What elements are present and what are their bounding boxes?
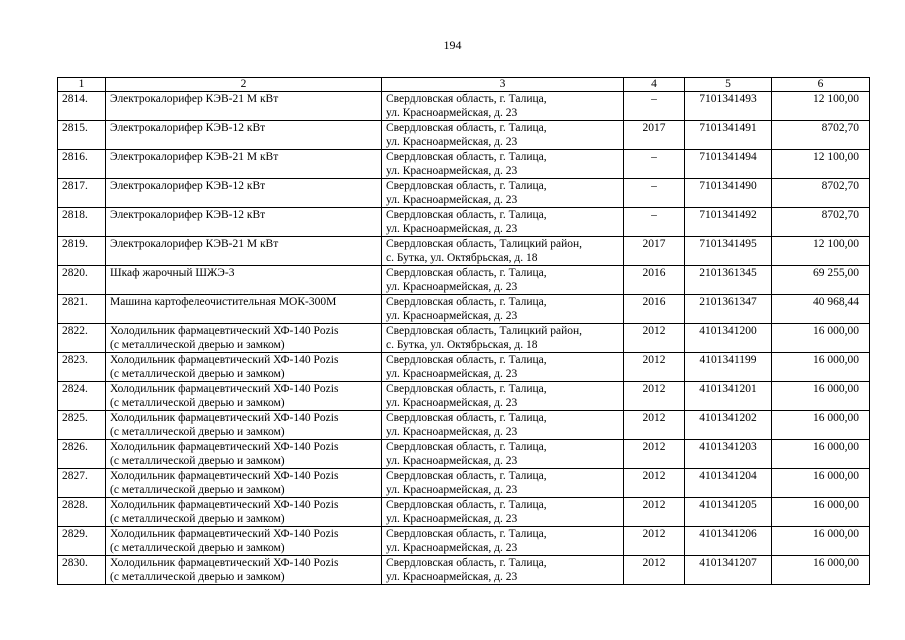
address-cell — [382, 266, 624, 295]
inventory-code-cell: 4101341206 — [685, 527, 772, 556]
item-name-cell — [106, 208, 382, 237]
table-row — [58, 92, 870, 121]
value-cell: 16 000,00 — [772, 469, 870, 498]
year-cell: – — [624, 150, 685, 179]
address-cell — [382, 295, 624, 324]
address-cell — [382, 527, 624, 556]
item-name-cell — [106, 150, 382, 179]
table-row — [58, 295, 870, 324]
item-name-cell-line: Электрокалорифер КЭВ-21 М кВт — [110, 151, 279, 163]
year-cell: 2012 — [624, 527, 685, 556]
item-name-cell-line: Холодильник фармацевтический ХФ-140 Pozis — [110, 499, 339, 511]
item-name-cell — [106, 266, 382, 295]
value-cell: 16 000,00 — [772, 498, 870, 527]
table-row — [58, 411, 870, 440]
address-cell-line: Свердловская область, г. Талица, — [386, 296, 547, 308]
item-name-cell — [106, 556, 382, 585]
value-cell: 8702,70 — [772, 121, 870, 150]
row-number-cell: 2826. — [58, 440, 106, 469]
item-name-cell-line: (с металлической дверью и замком) — [110, 426, 285, 438]
inventory-code-cell: 4101341204 — [685, 469, 772, 498]
inventory-code-cell: 7101341491 — [685, 121, 772, 150]
value-cell: 8702,70 — [772, 208, 870, 237]
inventory-code-cell: 4101341203 — [685, 440, 772, 469]
year-cell: 2012 — [624, 469, 685, 498]
address-cell — [382, 411, 624, 440]
year-cell: 2016 — [624, 295, 685, 324]
column-header-6: 6 — [772, 78, 870, 92]
table-row — [58, 440, 870, 469]
inventory-code-cell: 4101341207 — [685, 556, 772, 585]
item-name-cell-line: Холодильник фармацевтический ХФ-140 Pozis — [110, 470, 339, 482]
row-number-cell: 2814. — [58, 92, 106, 121]
year-cell: 2017 — [624, 121, 685, 150]
row-number-cell: 2821. — [58, 295, 106, 324]
item-name-cell-line: (с металлической дверью и замком) — [110, 339, 285, 351]
item-name-cell — [106, 382, 382, 411]
value-cell: 12 100,00 — [772, 92, 870, 121]
address-cell-line: ул. Красноармейская, д. 23 — [386, 165, 518, 177]
year-cell: 2012 — [624, 411, 685, 440]
table-row — [58, 382, 870, 411]
year-cell: 2012 — [624, 498, 685, 527]
address-cell-line: ул. Красноармейская, д. 23 — [386, 397, 518, 409]
item-name-cell — [106, 92, 382, 121]
address-cell — [382, 382, 624, 411]
value-cell: 16 000,00 — [772, 411, 870, 440]
address-cell — [382, 179, 624, 208]
year-cell: – — [624, 208, 685, 237]
address-cell-line: Свердловская область, г. Талица, — [386, 122, 547, 134]
item-name-cell-line: Холодильник фармацевтический ХФ-140 Pozis — [110, 325, 339, 337]
address-cell-line: Свердловская область, г. Талица, — [386, 151, 547, 163]
item-name-cell-line: Машина картофелеочистительная МОК-300М — [110, 296, 337, 308]
inventory-code-cell: 4101341199 — [685, 353, 772, 382]
inventory-code-cell: 7101341494 — [685, 150, 772, 179]
item-name-cell — [106, 498, 382, 527]
row-number-cell: 2818. — [58, 208, 106, 237]
item-name-cell-line: (с металлической дверью и замком) — [110, 368, 285, 380]
column-header-5: 5 — [685, 78, 772, 92]
inventory-code-cell: 7101341493 — [685, 92, 772, 121]
item-name-cell-line: (с металлической дверью и замком) — [110, 542, 285, 554]
item-name-cell-line: Электрокалорифер КЭВ-12 кВт — [110, 122, 266, 134]
row-number-cell: 2817. — [58, 179, 106, 208]
column-header-2: 2 — [106, 78, 382, 92]
item-name-cell-line: Электрокалорифер КЭВ-21 М кВт — [110, 238, 279, 250]
address-cell-line: Свердловская область, г. Талица, — [386, 470, 547, 482]
row-number-cell: 2816. — [58, 150, 106, 179]
inventory-code-cell: 2101361347 — [685, 295, 772, 324]
item-name-cell-line: Холодильник фармацевтический ХФ-140 Pozis — [110, 528, 339, 540]
address-cell-line: ул. Красноармейская, д. 23 — [386, 107, 518, 119]
item-name-cell — [106, 527, 382, 556]
item-name-cell-line: Холодильник фармацевтический ХФ-140 Pozis — [110, 412, 339, 424]
address-cell-line: Свердловская область, Талицкий район, — [386, 325, 583, 337]
address-cell-line: ул. Красноармейская, д. 23 — [386, 426, 518, 438]
table-header — [58, 78, 870, 92]
value-cell: 8702,70 — [772, 179, 870, 208]
address-cell — [382, 208, 624, 237]
address-cell — [382, 324, 624, 353]
address-cell-line: ул. Красноармейская, д. 23 — [386, 571, 518, 583]
address-cell-line: ул. Красноармейская, д. 23 — [386, 455, 518, 467]
address-cell-line: Свердловская область, г. Талица, — [386, 412, 547, 424]
row-number-cell: 2827. — [58, 469, 106, 498]
item-name-cell-line: (с металлической дверью и замком) — [110, 513, 285, 525]
inventory-code-cell: 7101341490 — [685, 179, 772, 208]
address-cell — [382, 150, 624, 179]
value-cell: 12 100,00 — [772, 150, 870, 179]
year-cell: 2012 — [624, 324, 685, 353]
row-number-cell: 2828. — [58, 498, 106, 527]
address-cell — [382, 556, 624, 585]
table-row — [58, 179, 870, 208]
address-cell-line: Свердловская область, г. Талица, — [386, 180, 547, 192]
item-name-cell — [106, 440, 382, 469]
address-cell-line: ул. Красноармейская, д. 23 — [386, 194, 518, 206]
address-cell-line: Свердловская область, г. Талица, — [386, 557, 547, 569]
item-name-cell — [106, 121, 382, 150]
value-cell: 16 000,00 — [772, 324, 870, 353]
address-cell-line: ул. Красноармейская, д. 23 — [386, 542, 518, 554]
address-cell-line: Свердловская область, г. Талица, — [386, 441, 547, 453]
table-row — [58, 498, 870, 527]
table-row — [58, 324, 870, 353]
address-cell-line: Свердловская область, г. Талица, — [386, 93, 547, 105]
address-cell — [382, 92, 624, 121]
inventory-table — [57, 77, 870, 585]
row-number-cell: 2829. — [58, 527, 106, 556]
item-name-cell — [106, 353, 382, 382]
row-number-cell: 2822. — [58, 324, 106, 353]
item-name-cell — [106, 411, 382, 440]
item-name-cell — [106, 237, 382, 266]
item-name-cell-line: Электрокалорифер КЭВ-21 М кВт — [110, 93, 279, 105]
row-number-cell: 2825. — [58, 411, 106, 440]
item-name-cell-line: (с металлической дверью и замком) — [110, 455, 285, 467]
item-name-cell-line: Холодильник фармацевтический ХФ-140 Pozis — [110, 354, 339, 366]
column-header-3: 3 — [382, 78, 624, 92]
item-name-cell-line: Электрокалорифер КЭВ-12 кВт — [110, 209, 266, 221]
item-name-cell — [106, 469, 382, 498]
address-cell-line: Свердловская область, г. Талица, — [386, 267, 547, 279]
table-row — [58, 556, 870, 585]
year-cell: – — [624, 92, 685, 121]
address-cell-line: ул. Красноармейская, д. 23 — [386, 281, 518, 293]
inventory-code-cell: 4101341205 — [685, 498, 772, 527]
table-row — [58, 150, 870, 179]
row-number-cell: 2830. — [58, 556, 106, 585]
table-row — [58, 266, 870, 295]
item-name-cell — [106, 324, 382, 353]
address-cell-line: ул. Красноармейская, д. 23 — [386, 513, 518, 525]
table-row — [58, 121, 870, 150]
item-name-cell-line: (с металлической дверью и замком) — [110, 571, 285, 583]
address-cell-line: Свердловская область, Талицкий район, — [386, 238, 583, 250]
item-name-cell-line: (с металлической дверью и замком) — [110, 484, 285, 496]
inventory-code-cell: 4101341201 — [685, 382, 772, 411]
item-name-cell — [106, 179, 382, 208]
address-cell-line: ул. Красноармейская, д. 23 — [386, 136, 518, 148]
value-cell: 16 000,00 — [772, 527, 870, 556]
inventory-code-cell: 7101341492 — [685, 208, 772, 237]
value-cell: 16 000,00 — [772, 353, 870, 382]
year-cell: 2012 — [624, 382, 685, 411]
column-header-1: 1 — [58, 78, 106, 92]
table-body — [58, 92, 870, 585]
address-cell — [382, 237, 624, 266]
inventory-code-cell: 7101341495 — [685, 237, 772, 266]
item-name-cell-line: (с металлической дверью и замком) — [110, 397, 285, 409]
address-cell — [382, 121, 624, 150]
year-cell: 2012 — [624, 353, 685, 382]
item-name-cell-line: Холодильник фармацевтический ХФ-140 Pozis — [110, 441, 339, 453]
column-number-row — [58, 78, 870, 92]
value-cell: 69 255,00 — [772, 266, 870, 295]
year-cell: 2016 — [624, 266, 685, 295]
address-cell — [382, 469, 624, 498]
address-cell — [382, 440, 624, 469]
value-cell: 16 000,00 — [772, 556, 870, 585]
row-number-cell: 2820. — [58, 266, 106, 295]
page-number: 194 — [443, 38, 462, 52]
address-cell-line: ул. Красноармейская, д. 23 — [386, 368, 518, 380]
inventory-code-cell: 2101361345 — [685, 266, 772, 295]
year-cell: 2012 — [624, 440, 685, 469]
address-cell-line: ул. Красноармейская, д. 23 — [386, 310, 518, 322]
value-cell: 16 000,00 — [772, 382, 870, 411]
address-cell-line: с. Бутка, ул. Октябрьская, д. 18 — [386, 252, 538, 264]
table-row — [58, 469, 870, 498]
row-number-cell: 2819. — [58, 237, 106, 266]
address-cell-line: Свердловская область, г. Талица, — [386, 354, 547, 366]
item-name-cell — [106, 295, 382, 324]
year-cell: – — [624, 179, 685, 208]
address-cell-line: ул. Красноармейская, д. 23 — [386, 223, 518, 235]
value-cell: 12 100,00 — [772, 237, 870, 266]
item-name-cell-line: Холодильник фармацевтический ХФ-140 Pozis — [110, 383, 339, 395]
address-cell-line: Свердловская область, г. Талица, — [386, 209, 547, 221]
inventory-code-cell: 4101341200 — [685, 324, 772, 353]
year-cell: 2017 — [624, 237, 685, 266]
address-cell-line: ул. Красноармейская, д. 23 — [386, 484, 518, 496]
address-cell-line: Свердловская область, г. Талица, — [386, 499, 547, 511]
table-row — [58, 527, 870, 556]
item-name-cell-line: Холодильник фармацевтический ХФ-140 Pozis — [110, 557, 339, 569]
address-cell-line: с. Бутка, ул. Октябрьская, д. 18 — [386, 339, 538, 351]
item-name-cell-line: Шкаф жарочный ШЖЭ-3 — [110, 267, 235, 279]
year-cell: 2012 — [624, 556, 685, 585]
address-cell — [382, 498, 624, 527]
address-cell-line: Свердловская область, г. Талица, — [386, 383, 547, 395]
table-row — [58, 353, 870, 382]
address-cell — [382, 353, 624, 382]
inventory-code-cell: 4101341202 — [685, 411, 772, 440]
column-header-4: 4 — [624, 78, 685, 92]
table-row — [58, 237, 870, 266]
item-name-cell-line: Электрокалорифер КЭВ-12 кВт — [110, 180, 266, 192]
row-number-cell: 2815. — [58, 121, 106, 150]
value-cell: 16 000,00 — [772, 440, 870, 469]
row-number-cell: 2823. — [58, 353, 106, 382]
address-cell-line: Свердловская область, г. Талица, — [386, 528, 547, 540]
row-number-cell: 2824. — [58, 382, 106, 411]
value-cell: 40 968,44 — [772, 295, 870, 324]
table-row — [58, 208, 870, 237]
